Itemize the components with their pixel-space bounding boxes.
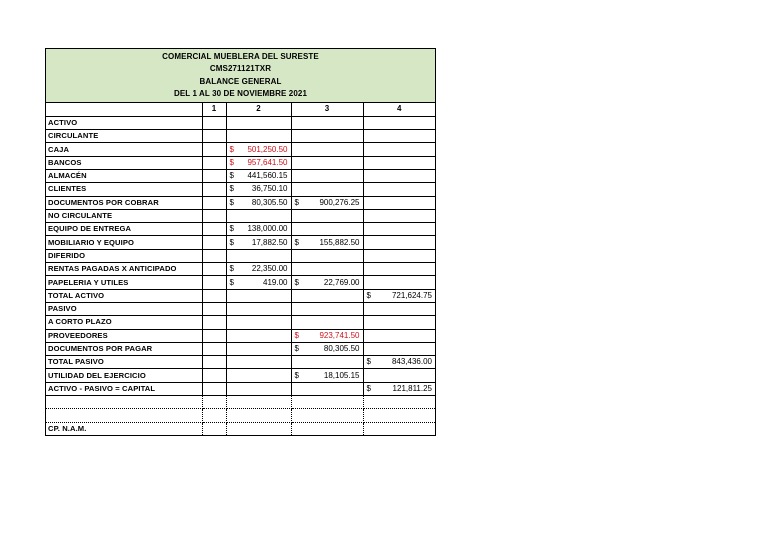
table-row [46, 329, 435, 342]
currency-symbol: $ [229, 197, 234, 207]
table-row [46, 263, 435, 276]
report-period: DEL 1 AL 30 DE NOVIEMBRE 2021 [173, 89, 308, 98]
table-row [46, 382, 435, 395]
account-label: PROVEEDORES [46, 329, 202, 342]
amount-value: 138,000.00 [247, 224, 288, 234]
amount-cell [226, 223, 291, 236]
amount-cell [291, 276, 363, 289]
amount-cell [363, 382, 435, 395]
section-label: A CORTO PLAZO [46, 316, 202, 329]
amount-cell [291, 342, 363, 355]
currency-symbol: $ [294, 277, 299, 287]
currency-symbol: $ [229, 237, 234, 247]
amount-cell [226, 276, 291, 289]
account-label: PAPELERIA Y UTILES [46, 276, 202, 289]
company-rfc: CMS271121TXR [209, 64, 272, 73]
amount-cell [226, 143, 291, 156]
amount-cell [226, 169, 291, 182]
account-label: DOCUMENTOS POR COBRAR [46, 196, 202, 209]
table-row [46, 236, 435, 249]
amount-value: 121,811.25 [392, 383, 432, 393]
amount-cell [226, 156, 291, 169]
account-label: RENTAS PAGADAS X ANTICIPADO [46, 263, 202, 276]
table-row [46, 249, 435, 262]
table-row [46, 289, 435, 302]
balance-sheet [45, 48, 436, 436]
amount-cell [363, 356, 435, 369]
account-label: CLIENTES [46, 183, 202, 196]
balance-table [46, 103, 435, 435]
table-row [46, 302, 435, 315]
amount-value: 721,624.75 [391, 290, 432, 300]
account-label: EQUIPO DE ENTREGA [46, 223, 202, 236]
table-row [46, 196, 435, 209]
amount-value: 17,882.50 [251, 237, 288, 247]
account-label: ALMACÉN [46, 169, 202, 182]
table-row [46, 223, 435, 236]
column-number-blank [46, 103, 202, 116]
amount-cell [226, 196, 291, 209]
table-row [46, 342, 435, 355]
amount-cell [226, 263, 291, 276]
company-name: COMERCIAL MUEBLERA DEL SURESTE [162, 51, 319, 61]
amount-value: 419.00 [263, 277, 288, 287]
table-row [46, 183, 435, 196]
currency-symbol: $ [366, 290, 371, 300]
amount-cell [291, 369, 363, 382]
section-label: PASIVO [46, 302, 202, 315]
amount-value: 843,436.00 [391, 357, 432, 367]
table-row [46, 156, 435, 169]
amount-value: 22,769.00 [323, 277, 360, 287]
table-row [46, 369, 435, 382]
amount-value: 501,250.50 [247, 144, 288, 154]
account-label: UTILIDAD DEL EJERCICIO [46, 369, 202, 382]
currency-symbol: $ [229, 277, 234, 287]
table-row [46, 209, 435, 222]
currency-symbol: $ [294, 237, 299, 247]
section-label: ACTIVO [46, 116, 202, 129]
amount-value: 155,882.50 [319, 237, 360, 247]
section-label: NO CIRCULANTE [46, 209, 202, 222]
table-row [46, 130, 435, 143]
report-title: BALANCE GENERAL [199, 76, 282, 86]
amount-value: 923,741.50 [319, 330, 360, 340]
total-label: ACTIVO - PASIVO = CAPITAL [46, 382, 202, 395]
total-label: TOTAL PASIVO [46, 356, 202, 369]
currency-symbol: $ [229, 264, 234, 274]
column-number: 4 [363, 103, 435, 116]
amount-value: 957,641.50 [247, 157, 288, 167]
table-row [46, 116, 435, 129]
amount-cell [291, 236, 363, 249]
amount-value: 18,105.15 [323, 370, 360, 380]
amount-cell [363, 289, 435, 302]
currency-symbol: $ [229, 224, 234, 234]
amount-cell [291, 196, 363, 209]
currency-symbol: $ [366, 383, 371, 393]
currency-symbol: $ [229, 157, 234, 167]
currency-symbol: $ [229, 184, 234, 194]
account-label: MOBILIARIO Y EQUIPO [46, 236, 202, 249]
signature-label: CP. N.A.M. [46, 422, 202, 435]
blank-row [46, 396, 435, 409]
currency-symbol: $ [294, 197, 299, 207]
currency-symbol: $ [294, 343, 299, 353]
currency-symbol: $ [229, 171, 234, 181]
amount-cell [226, 236, 291, 249]
report-header [46, 49, 435, 103]
account-label: BANCOS [46, 156, 202, 169]
section-label: DIFERIDO [46, 249, 202, 262]
account-label: DOCUMENTOS POR PAGAR [46, 342, 202, 355]
column-number: 1 [202, 103, 226, 116]
currency-symbol: $ [294, 370, 299, 380]
column-number-row [46, 103, 435, 116]
column-number: 2 [226, 103, 291, 116]
amount-value: 900,276.25 [319, 197, 360, 207]
section-label: CIRCULANTE [46, 130, 202, 143]
currency-symbol: $ [366, 357, 371, 367]
account-label: CAJA [46, 143, 202, 156]
currency-symbol: $ [294, 330, 299, 340]
table-row [46, 143, 435, 156]
table-row [46, 276, 435, 289]
total-label: TOTAL ACTIVO [46, 289, 202, 302]
table-row [46, 169, 435, 182]
blank-row [46, 409, 435, 422]
table-row [46, 356, 435, 369]
amount-cell [226, 183, 291, 196]
table-row [46, 316, 435, 329]
column-number: 3 [291, 103, 363, 116]
signature-row [46, 422, 435, 435]
amount-value: 80,305.50 [251, 197, 288, 207]
amount-value: 36,750.10 [251, 184, 288, 194]
currency-symbol: $ [229, 144, 234, 154]
amount-value: 22,350.00 [251, 264, 288, 274]
amount-value: 441,560.15 [247, 171, 288, 181]
amount-value: 80,305.50 [323, 343, 360, 353]
amount-cell [291, 329, 363, 342]
